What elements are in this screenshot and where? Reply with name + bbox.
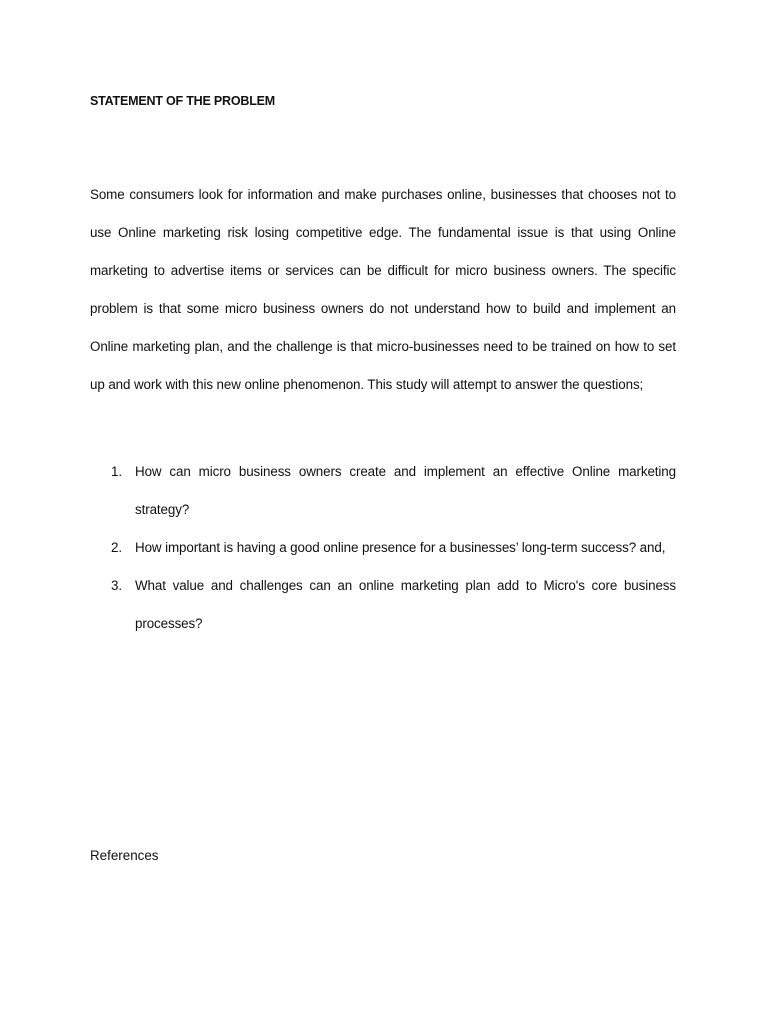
references-heading: References xyxy=(90,848,159,863)
research-question xyxy=(90,453,676,529)
problem-paragraph: Some consumers look for information and make purchases online, businesses that chooses not to use Online marketing risk losing competitive edge. The fundamental issue is that using Online marketing to advertise items or services can be difficult for micro business owners. The specific problem is that some micro business owners do not understand how to build and implement an Online marketing plan, and the challenge is that micro-businesses need to be trained on how to set up and work with this new online phenomenon. This study will attempt to answer the questions; xyxy=(90,187,676,392)
question-text: What value and challenges can an online marketing plan add to Micro's core business processes? xyxy=(135,577,676,631)
question-number: 3. xyxy=(111,577,122,593)
question-text: How can micro business owners create and implement an effective Online marketing strategy? xyxy=(135,464,676,517)
section-heading: STATEMENT OF THE PROBLEM xyxy=(90,94,276,108)
research-questions-list xyxy=(90,453,676,643)
question-number: 2. xyxy=(111,539,122,555)
research-question xyxy=(90,567,676,643)
question-number: 1. xyxy=(111,464,122,479)
research-question xyxy=(90,529,676,567)
question-text: How important is having a good online presence for a businesses’ long-term success? and, xyxy=(135,539,666,555)
